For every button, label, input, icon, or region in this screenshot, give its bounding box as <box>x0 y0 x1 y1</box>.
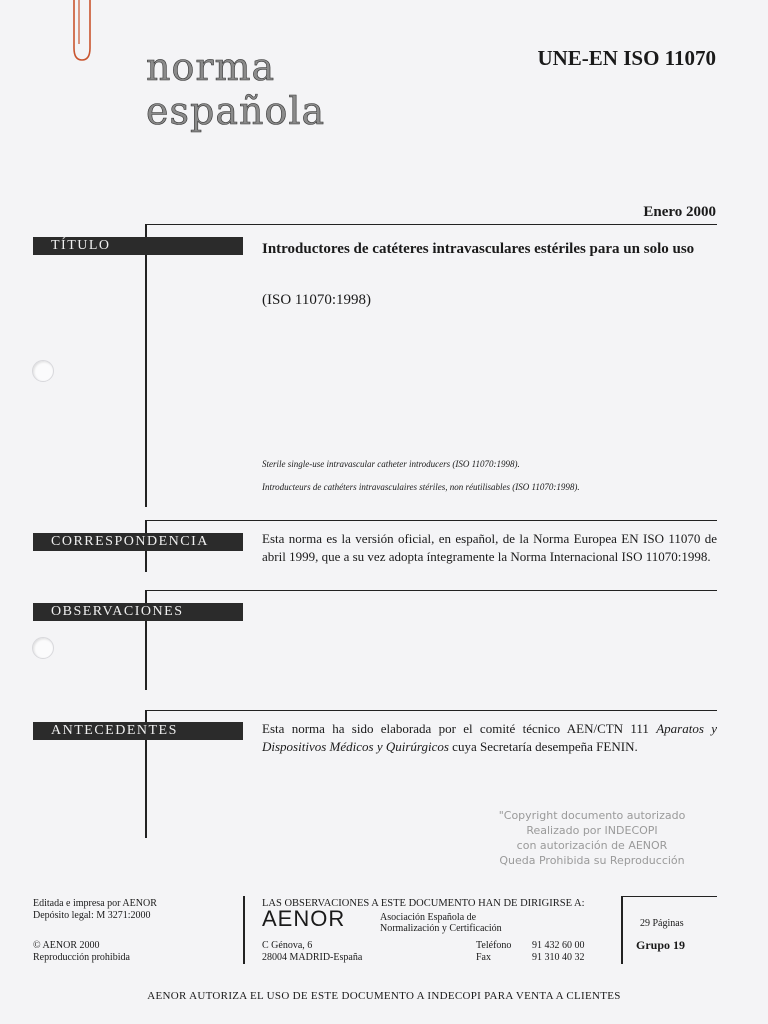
footer-edited: Editada e impresa por AENOR <box>33 898 157 909</box>
stamp-line-2: Realizado por INDECOPI <box>526 824 658 837</box>
address-line-1: C Génova, 6 <box>262 940 313 951</box>
punch-hole-bottom <box>32 637 54 659</box>
footer-vline-right <box>621 896 623 964</box>
antecedentes-rule <box>145 710 717 711</box>
observations-heading: LAS OBSERVACIONES A ESTE DOCUMENTO HAN DE DIRIGIRSE A: <box>262 898 585 909</box>
label-titulo: TÍTULO <box>33 237 243 255</box>
phone-number: 91 432 60 00 <box>532 940 585 951</box>
footer-deposit: Depósito legal: M 3271:2000 <box>33 910 151 921</box>
label-correspondencia: CORRESPONDENCIA <box>33 533 243 551</box>
stamp-line-3: con autorización de AENOR <box>516 839 668 852</box>
aenor-name-line-1: Asociación Española de <box>380 912 477 923</box>
publication-date: Enero 2000 <box>643 204 716 220</box>
antecedentes-committee-name: Aparatos y Dispositivos Médicos y Quirúrgicos <box>262 721 717 754</box>
aenor-name-line-2: Normalización y Certificación <box>380 923 502 934</box>
address-line-2: 28004 MADRID-España <box>262 952 363 963</box>
label-antecedentes: ANTECEDENTES <box>33 722 243 740</box>
authorization-notice: AENOR AUTORIZA EL USO DE ESTE DOCUMENTO A INDECOPI PARA VENTA A CLIENTES <box>147 990 621 1002</box>
antecedentes-text <box>262 720 717 756</box>
titulo-rule <box>145 224 717 225</box>
label-observaciones: OBSERVACIONES <box>33 603 243 621</box>
title-french: Introducteurs de cathéters intravasculaires stériles, non réutilisables (ISO 11070:1998). <box>262 482 580 492</box>
correspondencia-text: Esta norma es la versión oficial, en español, de la Norma Europea EN ISO 11070 de abril 1999, que a su vez adopta íntegramente la Norma Internacional ISO 11070:1998. <box>262 531 717 564</box>
standard-code: UNE-EN ISO 11070 <box>537 46 716 70</box>
footer-box-rule <box>621 896 717 897</box>
observaciones-rule <box>145 590 717 591</box>
paper-clip-icon <box>66 0 94 70</box>
brand-line-norma: norma <box>146 45 276 89</box>
stamp-line-4: Queda Prohibida su Reproducción <box>499 854 685 867</box>
footer-reproduction: Reproducción prohibida <box>33 952 130 963</box>
aenor-name <box>380 912 502 934</box>
titulo-vline <box>145 224 147 507</box>
fax-number: 91 310 40 32 <box>532 952 585 963</box>
aenor-logo: AENOR <box>262 906 346 931</box>
correspondencia-rule <box>145 520 717 521</box>
brand-line-espanola: española <box>146 89 326 133</box>
price-group: Grupo 19 <box>636 938 686 952</box>
page-count: 29 Páginas <box>640 918 684 929</box>
antecedentes-text-before: Esta norma ha sido elaborada por el comité técnico AEN/CTN 111 <box>262 721 657 736</box>
title-english: Sterile single-use intravascular catheter introducers (ISO 11070:1998). <box>262 459 520 469</box>
copyright-stamp <box>482 808 702 868</box>
fax-label: Fax <box>476 952 491 963</box>
document-title: Introductores de catéteres intravasculares estériles para un solo uso <box>262 241 695 257</box>
phone-label: Teléfono <box>476 940 512 951</box>
iso-reference: (ISO 11070:1998) <box>262 292 372 308</box>
punch-hole-top <box>32 360 54 382</box>
footer-vline-left <box>243 896 245 964</box>
stamp-line-1: "Copyright documento autorizado <box>498 809 686 822</box>
antecedentes-text-after: cuya Secretaría desempeña FENIN. <box>448 739 638 754</box>
footer-copyright: © AENOR 2000 <box>33 940 100 951</box>
